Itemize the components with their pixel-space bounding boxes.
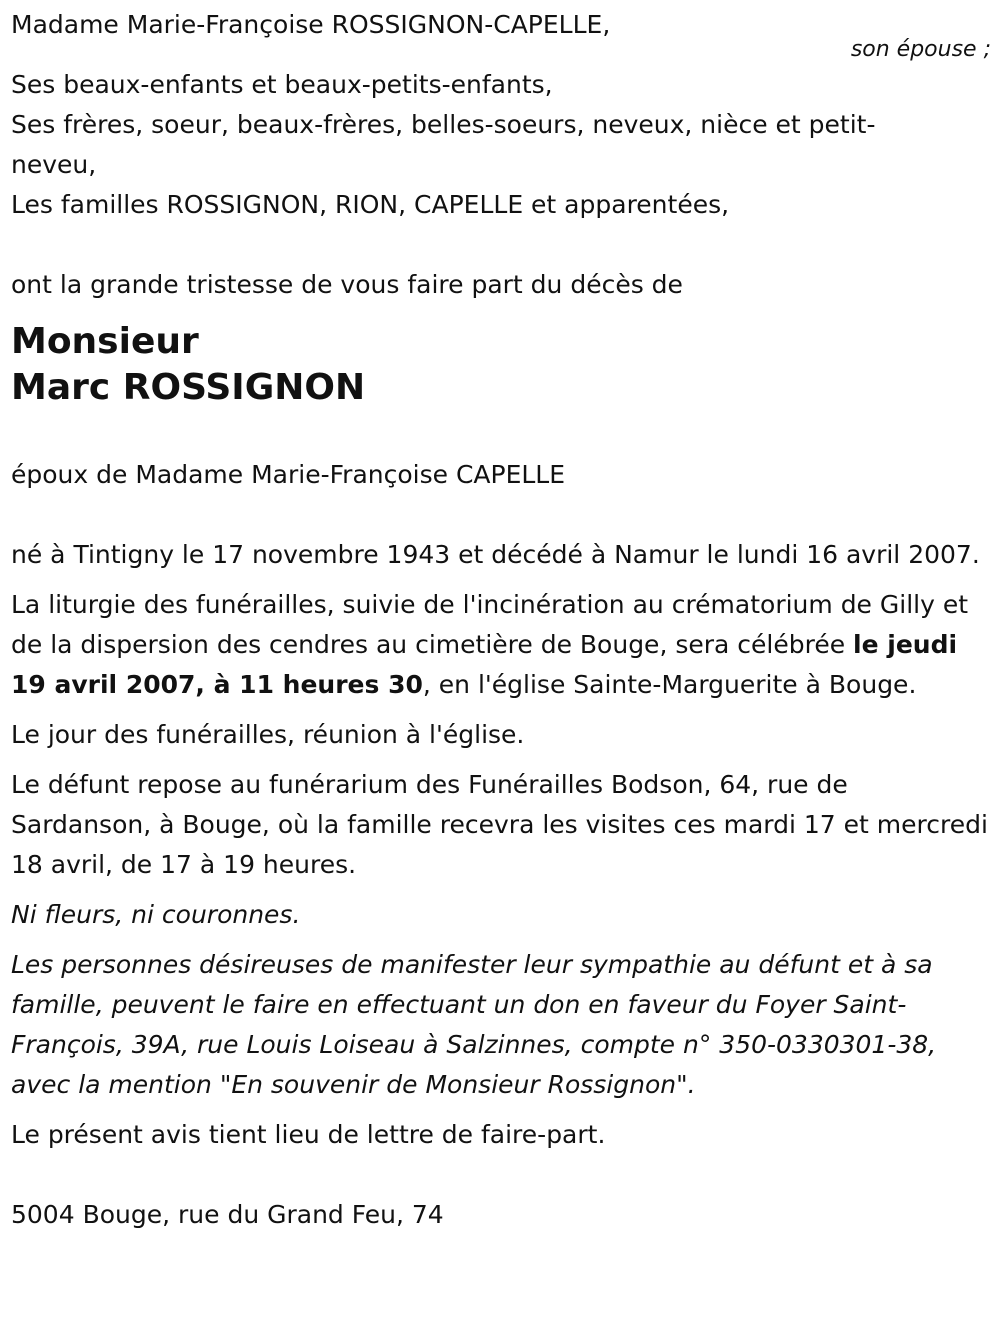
address: 5004 Bouge, rue du Grand Feu, 74 [11,1200,444,1229]
liturgy-text: La liturgie des funérailles, suivie de l'incinération au crématorium de Gilly et de la dispersion des cendres au cimetière de Bouge, sera célébrée [11,590,969,659]
donation-paragraph: Les personnes désireuses de manifester leur sympathie au défunt et à sa famille, peuvent le faire en effectuant un don en faveur du Foyer Saint-François, 39A, rue Louis Loiseau à Salzinnes, compte n° 350-0330301-38, avec la mention "En souvenir de Monsieur Rossignon". [11,950,937,1099]
deceased-title: Monsieur [11,321,199,362]
family-line: neveu, [11,150,97,179]
rest-paragraph: Le défunt repose au funérarium des Funérailles Bodson, 64, rue de Sardanson, à Bouge, où la famille recevra les visites ces mardi 17 et mercredi 18 avril, de 17 à 19 heures. [11,770,988,879]
deceased-name: Marc ROSSIGNON [11,367,366,408]
spouse-role: son épouse ; [850,37,991,62]
deceased-name-block [11,319,991,411]
birth-death: né à Tintigny le 17 novembre 1943 et décédé à Namur le lundi 16 avril 2007. [11,540,980,569]
family-line: Les familles ROSSIGNON, RION, CAPELLE et apparentées, [11,190,730,219]
reunion: Le jour des funérailles, réunion à l'église. [11,720,525,749]
announcement: ont la grande tristesse de vous faire part du décès de [11,270,683,299]
spouse-line: Madame Marie-Françoise ROSSIGNON-CAPELLE, [11,10,611,39]
liturgy-date: le jeudi 19 avril 2007, à 11 heures 30 [11,630,958,699]
family-line: Ses beaux-enfants et beaux-petits-enfants, [11,70,553,99]
family-list [11,65,991,225]
liturgy-paragraph [11,585,991,705]
obituary-notice [11,5,991,1235]
family-line: Ses frères, soeur, beaux-frères, belles-soeurs, neveux, nièce et petit- [11,110,876,139]
liturgy-place: , en l'église Sainte-Marguerite à Bouge. [422,670,917,699]
spouse-of: époux de Madame Marie-Françoise CAPELLE [11,460,566,489]
notice: Le présent avis tient lieu de lettre de faire-part. [11,1120,606,1149]
no-flowers: Ni fleurs, ni couronnes. [11,900,301,929]
